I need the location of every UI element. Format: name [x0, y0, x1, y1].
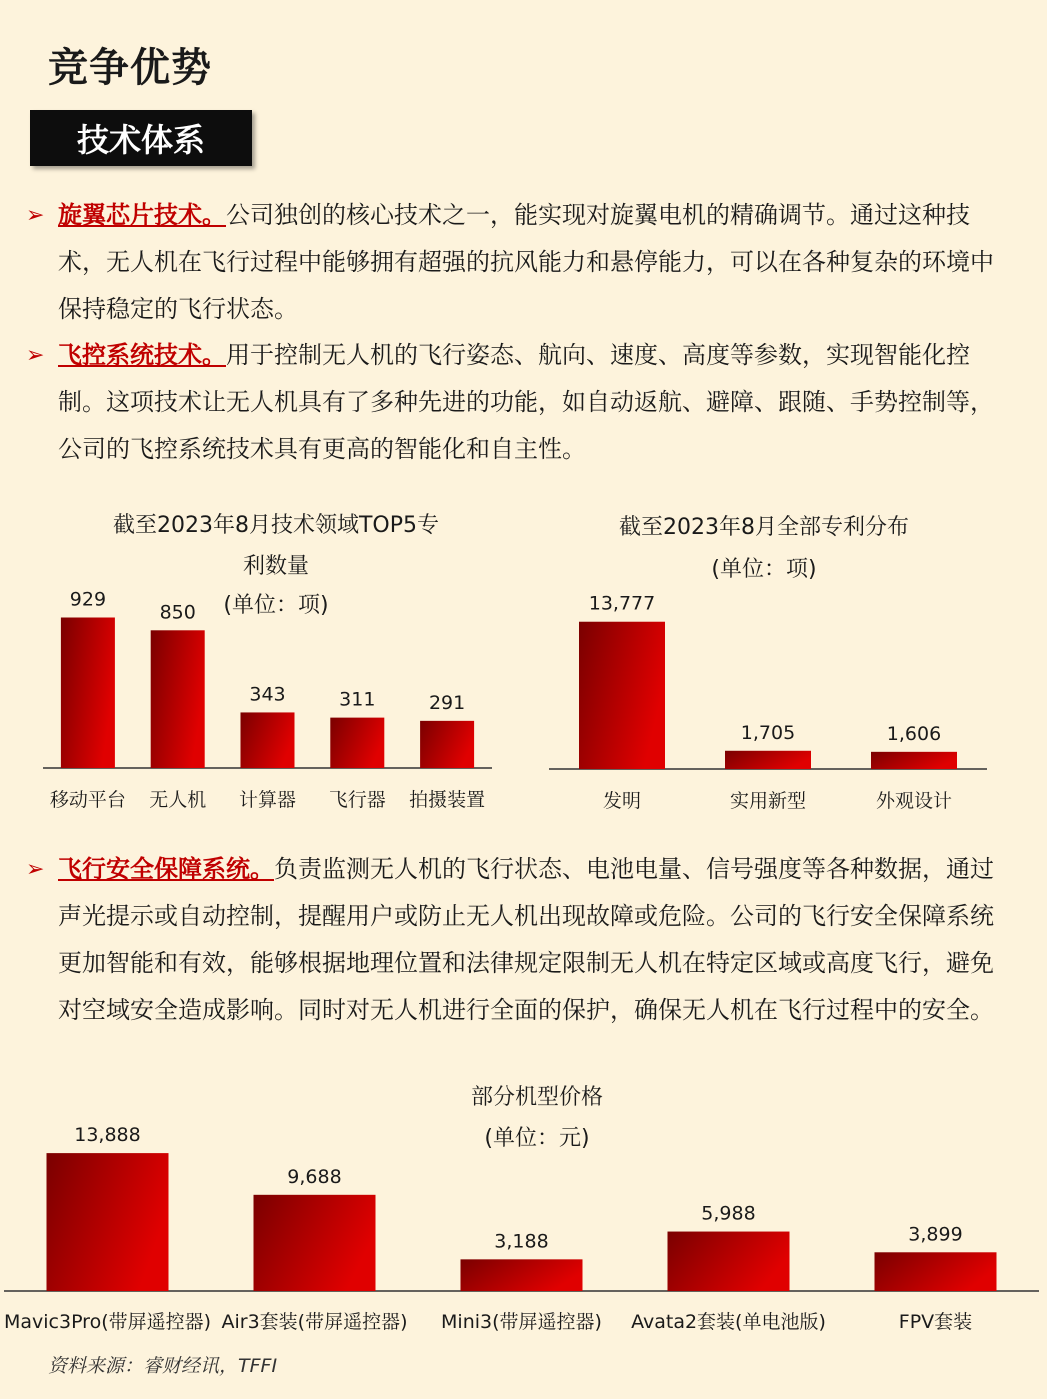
bar-2 [725, 751, 811, 769]
arrow-bullet-icon: ➢ [26, 203, 45, 228]
chart-unit: (单位：项) [711, 557, 817, 582]
bar-1 [47, 1153, 169, 1291]
category-label: 无人机 [149, 789, 207, 811]
bar-2 [254, 1195, 376, 1291]
paragraph-flight-safety [26, 846, 994, 1034]
category-label: Mini3(带屏遥控器) [441, 1311, 602, 1333]
data-label: 3,188 [494, 1230, 549, 1253]
bar-1 [61, 618, 115, 768]
arrow-bullet-icon: ➢ [26, 857, 45, 882]
paragraph-flight-control [26, 332, 994, 473]
chart-title-line2: 利数量 [242, 554, 310, 579]
bar-4 [330, 718, 384, 768]
category-label: 计算器 [238, 789, 297, 811]
bar-5 [420, 721, 474, 768]
paragraph-highlight: 飞控系统技术。 [58, 341, 226, 369]
paragraph-highlight: 飞行安全保障系统。 [58, 855, 274, 883]
data-label: 311 [339, 688, 376, 711]
paragraph-rotor-chip [26, 192, 994, 333]
source-note: 资料来源：睿财经讯，TFFI [48, 1355, 278, 1377]
data-label: 850 [159, 601, 196, 624]
page-title: 竞争优势 [48, 45, 212, 91]
chart-title: 部分机型价格 [470, 1085, 604, 1110]
bar-3 [461, 1259, 583, 1291]
data-label: 13,888 [74, 1124, 141, 1147]
bar-3 [241, 712, 295, 768]
arrow-bullet-icon: ➢ [26, 343, 45, 368]
data-label: 1,705 [740, 721, 796, 744]
data-label: 929 [69, 588, 107, 611]
chart-top5-patents [0, 490, 510, 830]
bar-1 [579, 622, 665, 769]
category-label: 发明 [602, 790, 642, 812]
paragraph-highlight: 旋翼芯片技术。 [58, 201, 226, 229]
data-label: 13,777 [588, 592, 656, 615]
category-label: Avata2套装(单电池版) [631, 1311, 826, 1333]
paragraph-body: 用于控制无人机的飞行姿态、航向、速度、高度等参数，实现智能化控制。这项技术让无人机具有了多种先进的功能，如自动返航、避障、跟随、手势控制等，公司的飞控系统技术具有更高的智能化和自主性。 [58, 341, 994, 463]
data-label: 291 [428, 691, 466, 714]
paragraph-body: 负责监测无人机的飞行状态、电池电量、信号强度等各种数据，通过声光提示或自动控制，提醒用户或防止无人机出现故障或危险。公司的飞行安全保障系统更加智能和有效，能够根据地理位置和法律规定限制无人机在特定区域或高度飞行，避免对空域安全造成影响。同时对无人机进行全面的保护，确保无人机在飞行过程中的安全。 [58, 855, 994, 1024]
data-label: 1,606 [886, 722, 942, 745]
chart-unit: (单位：元) [484, 1126, 590, 1151]
bar-3 [871, 752, 957, 769]
category-label: 实用新型 [729, 790, 807, 812]
chart-unit: (单位：项) [223, 593, 329, 618]
chart-model-prices [0, 1072, 1047, 1344]
data-label: 343 [249, 683, 286, 706]
data-label: 3,899 [908, 1223, 963, 1246]
data-label: 9,688 [287, 1165, 342, 1188]
paragraph-body: 公司独创的核心技术之一，能实现对旋翼电机的精确调节。通过这种技术，无人机在飞行过程中能够拥有超强的抗风能力和悬停能力，可以在各种复杂的环境中保持稳定的飞行状态。 [58, 201, 994, 323]
bar-2 [151, 630, 205, 768]
section-tag: 技术体系 [30, 110, 252, 166]
category-label: Mavic3Pro(带屏遥控器) [3, 1311, 212, 1333]
category-label: 移动平台 [49, 789, 126, 811]
bar-4 [668, 1232, 790, 1291]
data-label: 5,988 [701, 1202, 756, 1225]
chart-title: 截至2023年8月技术领域TOP5专 [112, 513, 440, 538]
category-label: Air3套装(带屏遥控器) [221, 1311, 408, 1333]
chart-patent-distribution [520, 490, 1047, 830]
category-label: 飞行器 [328, 789, 386, 811]
bar-5 [875, 1252, 997, 1291]
chart-title: 截至2023年8月全部专利分布 [619, 515, 909, 540]
category-label: 外观设计 [875, 790, 953, 812]
category-label: FPV套装 [898, 1311, 973, 1333]
category-label: 拍摄装置 [409, 789, 486, 811]
